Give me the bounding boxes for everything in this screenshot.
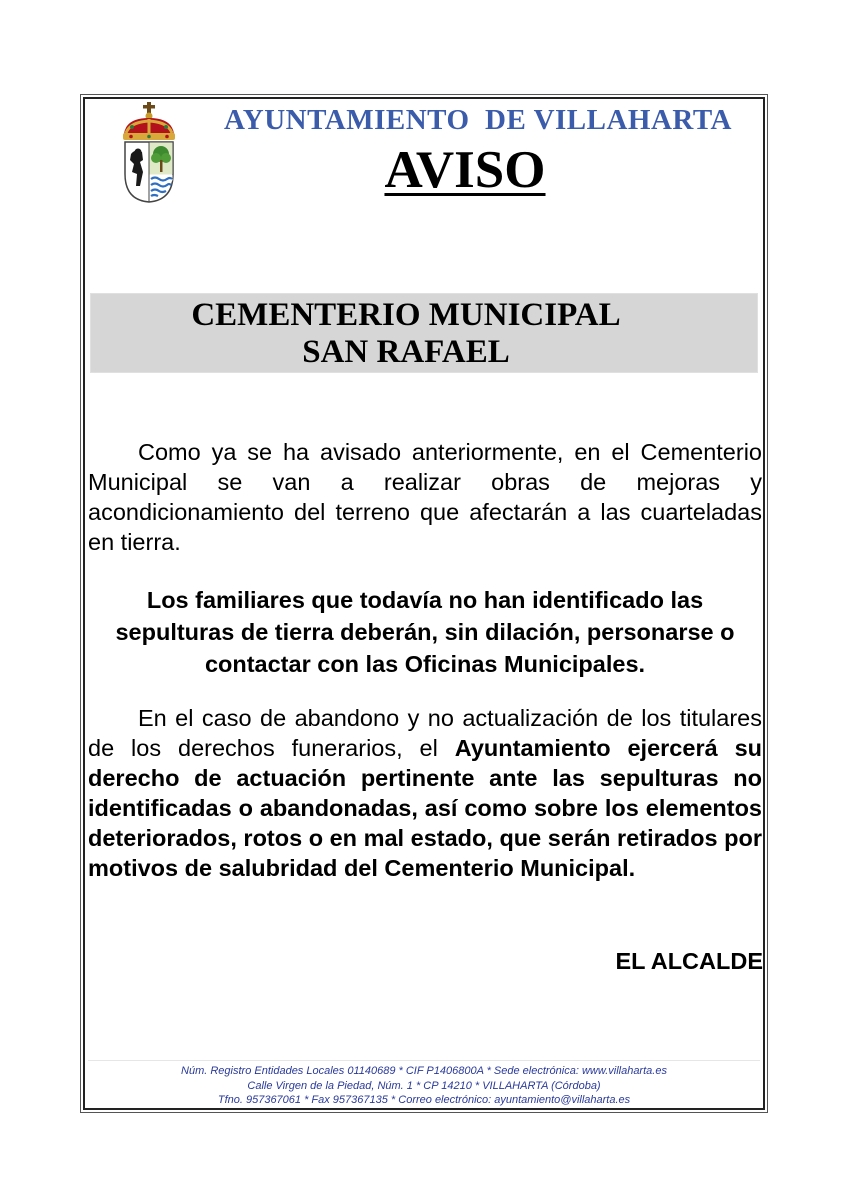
paragraph-abandonment-bold: Ayuntamiento ejercerá su derecho de actuación pertinente ante las sepulturas no identificadas o abandonadas, así como sobre los elementos deteriorados, rotos o en mal estado, que serán retirados por motivos de salubridad del Cementerio Municipal. [88, 735, 762, 881]
signature: EL ALCALDE [615, 948, 763, 974]
footer-contact [88, 1064, 760, 1108]
notice-title-text: AVISO [384, 141, 546, 199]
footer-address-line: Calle Virgen de la Piedad, Núm. 1 * CP 14210 * VILLAHARTA (Córdoba) [247, 1079, 601, 1092]
footer-phone-line: Tfno. 957367061 * Fax 957367135 * Correo electrónico: ayuntamiento@villaharta.es [217, 1094, 631, 1106]
banner-line-name: SAN RAFAEL [302, 334, 510, 370]
footer-divider [88, 1060, 760, 1061]
footer-registry-line: Núm. Registro Entidades Locales 01140689 * CIF P1406800A * Sede electrónica: www.villaharta.es [181, 1065, 667, 1077]
banner-line-cemetery: CEMENTERIO MUNICIPAL [191, 297, 621, 333]
paragraph-works-announcement: Como ya se ha avisado anteriormente, en el Cementerio Municipal se van a realizar obras de mejoras y acondicionamiento del terreno que afectarán a las cuarteladas en tierra. [88, 439, 762, 555]
paragraph-abandonment-warning [88, 703, 762, 883]
organization-name: AYUNTAMIENTO DE VILLAHARTA [224, 104, 732, 136]
coat-of-arms-icon [116, 100, 182, 204]
paragraph-abandonment-plain: En el caso de abandono y no actualización de los titulares de los derechos funerarios, el [88, 705, 762, 761]
paragraph-family-request: Los familiares que todavía no han identificado las sepulturas de tierra deberán, sin dilación, personarse o contactar con las Oficinas Municipales. [115, 587, 735, 677]
subject-banner [90, 293, 758, 373]
notice-title [190, 140, 740, 200]
